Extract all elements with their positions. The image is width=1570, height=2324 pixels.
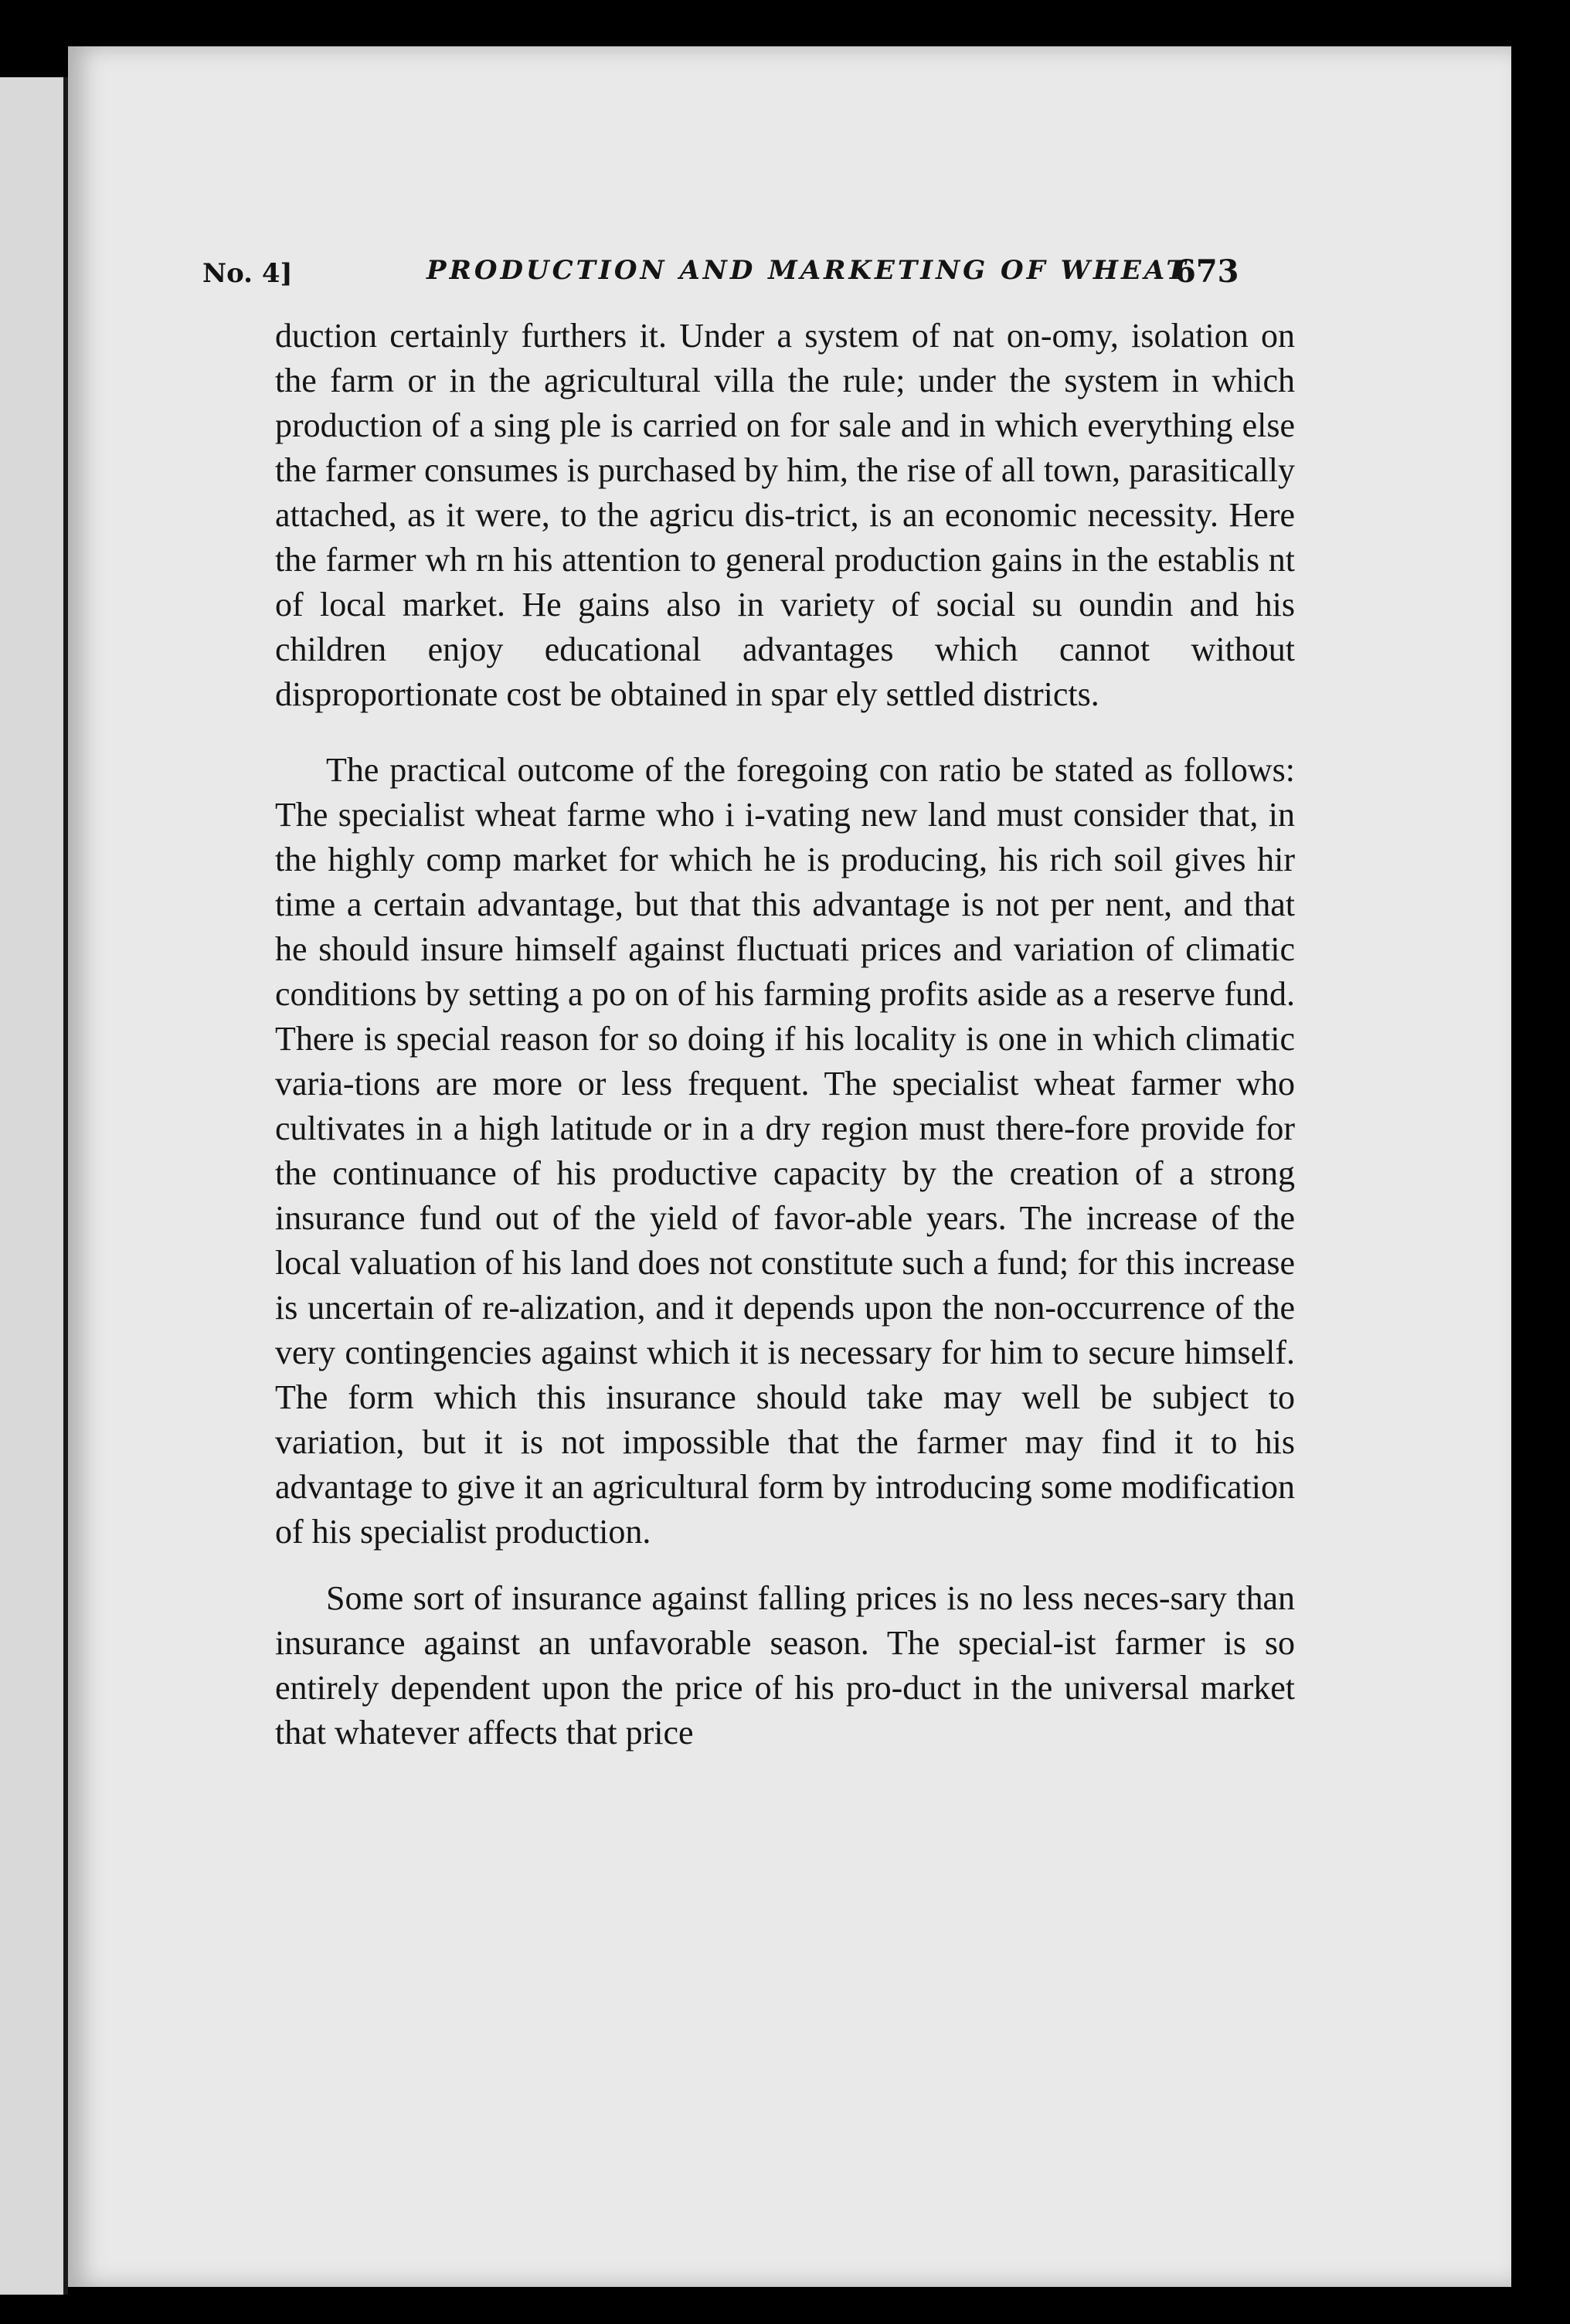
paragraph-1: duction certainly furthers it. Under a system of nat on-omy, isolation on the farm or in the agricultural villa the rule; under the system in which production of a sing ple is carried on for sale and in which everything else the farmer consumes is purchased by him, the rise of all town, parasitically attached, as it were, to the agricu dis-trict, is an economic necessity. Here the farmer wh rn his attention to general production gains in the establis nt of local market. He gains also in variety of social su oundin and his children enjoy educational advantages which cannot without disproportionate cost be obtained in spar ely settled districts. bbox=[275, 317, 1295, 713]
paragraph-2: The practical outcome of the foregoing con ratio be stated as follows: The specialist wheat farme who i i-vating new land must consider that, in the highly comp market for which he is producing, his rich soil gives hir time a certain advantage, but that this advantage is not per nent, and that he should insure himself against fluctuati prices and variation of climatic conditions by setting a po on of his farming profits aside as a reserve fund. There is special reason for so doing if his locality is one in which climatic varia-tions are more or less frequent. The specialist wheat farmer who cultivates in a high latitude or in a dry region must there-fore provide for the continuance of his productive capacity by the creation of a strong insurance fund out of the yield of favor-able years. The increase of the local valuation of his land does not constitute such a fund; for this increase is uncertain of re-alization, and it depends upon the non-occurrence of the very contingencies against which it is necessary for him to secure himself. The form which this insurance should take may well be subject to variation, but it is not impossible that the farmer may find it to his advantage to give it an agricultural form by introducing some modification of his specialist production. bbox=[275, 751, 1295, 1551]
running-header bbox=[202, 249, 1284, 295]
issue-number: No. 4] bbox=[202, 258, 293, 289]
paragraph-3: Some sort of insurance against falling prices is no less neces-sary than insurance against an unfavorable season. The special-ist farmer is so entirely dependent upon the price of his pro-duct in the universal market that whatever affects that price bbox=[275, 1579, 1295, 1751]
body-text bbox=[275, 314, 1295, 1755]
running-title: PRODUCTION AND MARKETING OF WHEAT bbox=[426, 255, 1189, 286]
previous-page-edge bbox=[0, 77, 66, 2295]
page-number: 673 bbox=[1174, 253, 1239, 290]
